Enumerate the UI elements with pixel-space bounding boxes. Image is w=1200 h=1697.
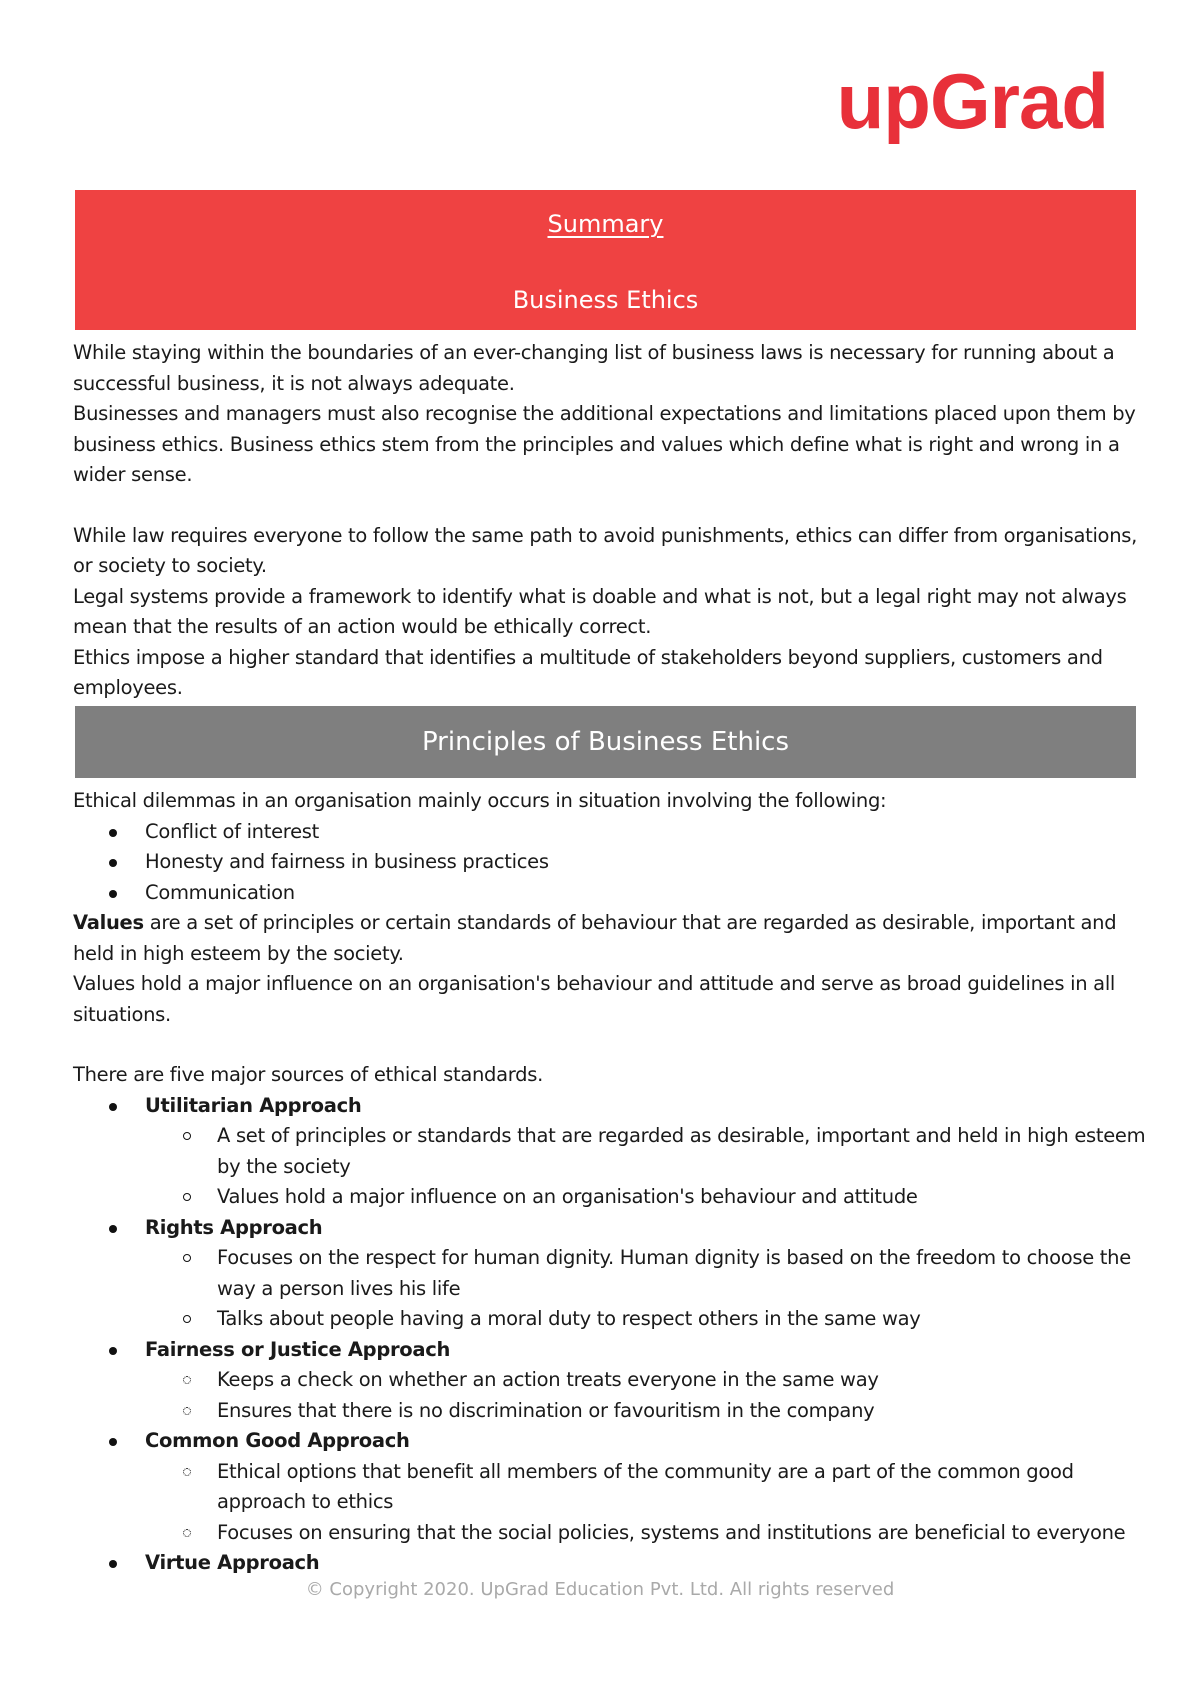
bullet-icon — [109, 1225, 117, 1233]
bullet-icon — [109, 1103, 117, 1111]
approach-point: Ensures that there is no discrimination or favouritism in the company — [217, 1396, 1148, 1427]
upgrad-logo: upGrad — [836, 57, 1108, 145]
approaches-list — [73, 1091, 1148, 1579]
intro-paragraph: Ethics impose a higher standard that identifies a multitude of stakeholders beyond suppliers, customers and employees. — [73, 645, 1103, 699]
intro-paragraph: While law requires everyone to follow the same path to avoid punishments, ethics can differ from organisations, or society to society. — [73, 523, 1138, 577]
circle-bullet-icon — [183, 1407, 191, 1415]
intro-paragraph: While staying within the boundaries of an ever-changing list of business laws is necessary for running about a successful business, it is not always adequate. — [73, 341, 1115, 395]
dilemma-intro: Ethical dilemmas in an organisation mainly occurs in situation involving the following: — [73, 789, 887, 812]
circle-bullet-icon — [183, 1376, 191, 1384]
approach-point: A set of principles or standards that are regarded as desirable, important and held in high esteem by the society — [217, 1121, 1148, 1182]
circle-bullet-icon — [183, 1529, 191, 1537]
circle-bullet-icon — [183, 1468, 191, 1476]
circle-bullet-icon — [183, 1254, 191, 1262]
list-item: Honesty and fairness in business practices — [145, 847, 1148, 878]
approach-point: Focuses on ensuring that the social policies, systems and institutions are beneficial to everyone — [217, 1518, 1148, 1549]
principles-section — [73, 786, 1148, 1579]
copyright-footer: © Copyright 2020. UpGrad Education Pvt. Ltd. All rights reserved — [305, 1579, 895, 1600]
values-definition: Values are a set of principles or certain standards of behaviour that are regarded as desirable, important and held in high esteem by the society. — [73, 911, 1117, 965]
summary-banner — [75, 190, 1136, 330]
approach-point: Ethical options that benefit all members of the community are a part of the common good approach to ethics — [217, 1457, 1148, 1518]
approach-point: Talks about people having a moral duty to respect others in the same way — [217, 1304, 1148, 1335]
approach-item — [145, 1213, 1148, 1335]
circle-bullet-icon — [183, 1132, 191, 1140]
list-item: Communication — [145, 878, 1148, 909]
values-influence: Values hold a major influence on an organisation's behaviour and attitude and serve as broad guidelines in all situations. — [73, 972, 1116, 1026]
bullet-icon — [109, 829, 117, 837]
principles-heading: Principles of Business Ethics — [75, 706, 1136, 778]
values-term: Values — [73, 911, 144, 934]
approach-item — [145, 1548, 1148, 1579]
bullet-icon — [109, 1347, 117, 1355]
approach-item — [145, 1426, 1148, 1548]
bullet-icon — [109, 890, 117, 898]
approach-name: Fairness or Justice Approach — [145, 1337, 451, 1361]
approach-name: Rights Approach — [145, 1215, 323, 1239]
page-title: Summary — [547, 210, 664, 238]
approach-name: Virtue Approach — [145, 1551, 320, 1574]
intro-paragraph: Legal systems provide a framework to identify what is doable and what is not, but a legal right may not always mean that the results of an action would be ethically correct. — [73, 584, 1127, 638]
bullet-icon — [109, 859, 117, 867]
approach-item — [145, 1091, 1148, 1213]
bullet-icon — [109, 1438, 117, 1446]
dilemma-list — [73, 817, 1148, 909]
approach-name: Common Good Approach — [145, 1429, 410, 1452]
intro-paragraph: Businesses and managers must also recognise the additional expectations and limitations placed upon them by business ethics. Business ethics stem from the principles and values which define what is right and wrong in a wider sense. — [73, 402, 1136, 486]
approach-point: Keeps a check on whether an action treats everyone in the same way — [217, 1365, 1148, 1396]
circle-bullet-icon — [183, 1315, 191, 1323]
sources-intro: There are five major sources of ethical standards. — [73, 1063, 543, 1086]
list-item: Conflict of interest — [145, 817, 1148, 848]
intro-section — [73, 338, 1148, 704]
approach-point: Values hold a major influence on an organisation's behaviour and attitude — [217, 1182, 1148, 1213]
bullet-icon — [109, 1560, 117, 1568]
approach-point: Focuses on the respect for human dignity. Human dignity is based on the freedom to choose the way a person lives his life — [217, 1243, 1148, 1304]
circle-bullet-icon — [183, 1193, 191, 1201]
page-subtitle: Business Ethics — [512, 286, 699, 314]
approach-item — [145, 1335, 1148, 1427]
approach-name: Utilitarian Approach — [145, 1093, 362, 1117]
